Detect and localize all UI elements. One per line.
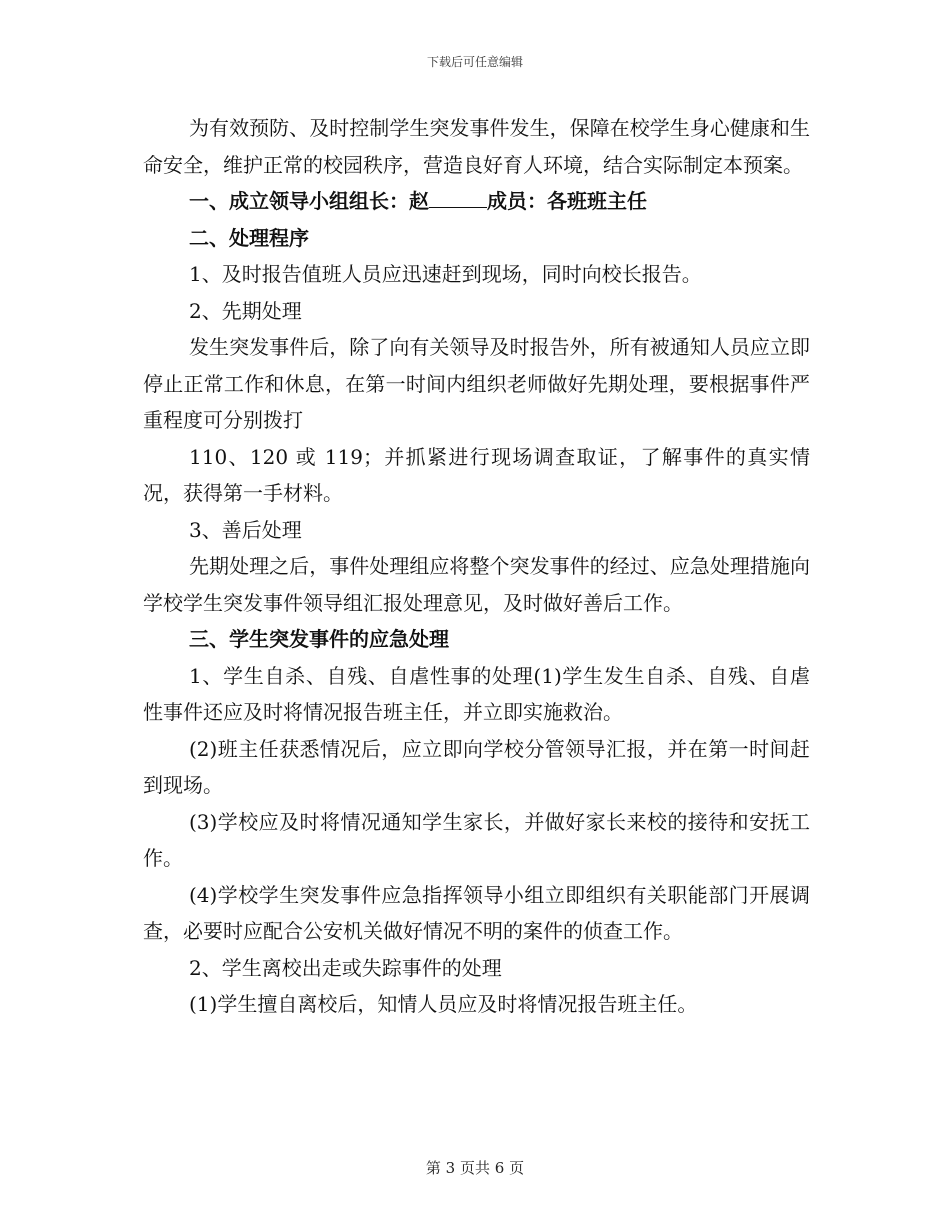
section-2-heading: 二、处理程序 xyxy=(189,225,309,250)
blank-underline xyxy=(429,189,487,208)
paragraph-missing-title: 2、学生离校出走或失踪事件的处理 xyxy=(189,955,502,980)
section-1-heading xyxy=(143,183,810,220)
paragraph-report: 1、及时报告值班人员应迅速赶到现场，同时向校长报告。 xyxy=(189,262,702,286)
paragraph-missing-report: (1)学生擅自离校后，知情人员应及时将情况报告班主任。 xyxy=(189,992,698,1016)
paragraph-emergency-numbers: 110、120 或 119；并抓紧进行现场调查取证，了解事件的真实情况，获得第一手材料。 xyxy=(143,444,810,505)
page-header: 下载后可任意编辑 xyxy=(426,55,523,69)
paragraph-investigation: (4)学校学生突发事件应急指挥领导小组立即组织有关职能部门开展调查，必要时应配合公安机关做好情况不明的案件的侦查工作。 xyxy=(143,882,810,943)
page-footer: 第 3 页共 6 页 xyxy=(425,1159,525,1177)
section-1-prefix: 一、成立领导小组组长：赵 xyxy=(189,189,429,213)
intro-paragraph: 为有效预防、及时控制学生突发事件发生，保障在校学生身心健康和生命安全，维护正常的校园秩序，营造良好育人环境，结合实际制定本预案。 xyxy=(143,116,810,177)
paragraph-self-harm: 1、学生自杀、自残、自虐性事的处理(1)学生发生自杀、自残、自虐性事件还应及时将情况报告班主任，并立即实施救治。 xyxy=(143,663,810,724)
paragraph-notify-parents: (3)学校应及时将情况通知学生家长，并做好家长来校的接待和安抚工作。 xyxy=(143,809,810,870)
paragraph-teacher-report: (2)班主任获悉情况后，应立即向学校分管领导汇报，并在第一时间赶到现场。 xyxy=(143,736,810,797)
paragraph-aftermath-body: 先期处理之后，事件处理组应将整个突发事件的经过、应急处理措施向学校学生突发事件领导组汇报处理意见，及时做好善后工作。 xyxy=(143,554,810,615)
section-3-heading: 三、学生突发事件的应急处理 xyxy=(189,627,449,651)
paragraph-initial-body: 发生突发事件后，除了向有关领导及时报告外，所有被通知人员应立即停止正常工作和休息，在第一时间内组织老师做好先期处理，要根据事件严重程度可分别拨打 xyxy=(143,335,810,432)
paragraph-aftermath-title: 3、善后处理 xyxy=(189,517,302,542)
paragraph-initial-title: 2、先期处理 xyxy=(189,298,302,323)
document-body xyxy=(143,110,810,1023)
section-1-suffix: 成员：各班班主任 xyxy=(487,189,647,213)
